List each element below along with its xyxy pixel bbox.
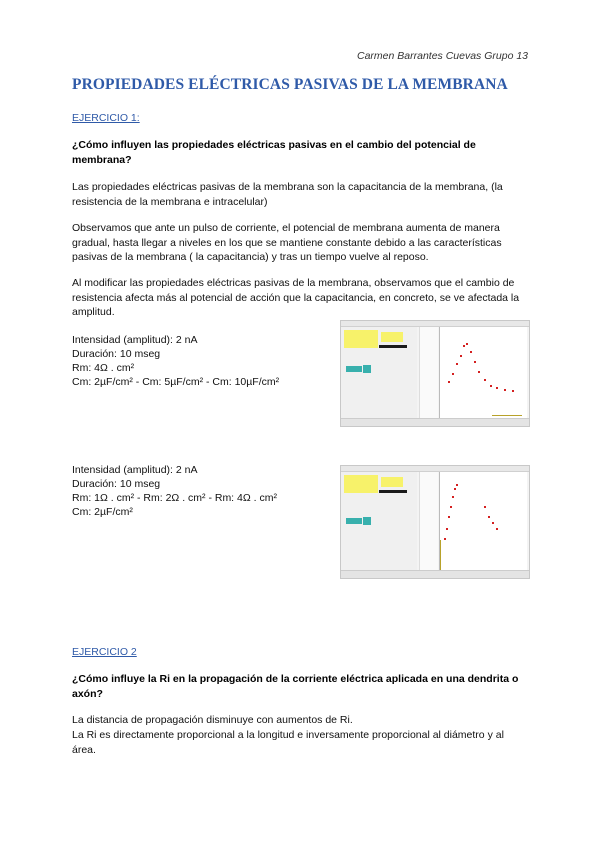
exercise-1-paragraph-1: Las propiedades eléctricas pasivas de la membrana son la capacitancia de la membrana, (la resistencia de la membrana e intracelular) <box>72 181 503 208</box>
param-intensity: Intensidad (amplitud): 2 nA <box>72 334 198 346</box>
param-duration: Duración: 10 mseg <box>72 478 161 490</box>
exercise-2-heading: EJERCICIO 2 <box>72 646 137 658</box>
exercise-1-paragraph-2: Observamos que ante un pulso de corriente, el potencial de membrana aumenta de manera gradual, hasta llegar a niveles en los que se mantiene constante debido a las características pasivas de la membrana ( la capacitancia) y tras un tiempo vuelve al reposo. <box>72 222 502 263</box>
parameters-set-1 <box>72 333 279 389</box>
yellow-panel <box>381 477 403 487</box>
voltage-plot <box>439 472 527 570</box>
param-duration: Duración: 10 mseg <box>72 348 161 360</box>
exercise-1-question: ¿Cómo influyen las propiedades eléctricas pasivas en el cambio del potencial de membrana? <box>72 139 476 166</box>
exercise-1-heading: EJERCICIO 1: <box>72 112 140 124</box>
param-rm: Rm: 4Ω . cm² <box>72 362 135 374</box>
middle-panel <box>419 327 438 418</box>
voltage-plot <box>439 327 527 418</box>
parameters-set-2 <box>72 463 277 519</box>
yellow-panel <box>344 330 378 348</box>
document-title: PROPIEDADES ELÉCTRICAS PASIVAS DE LA MEMBRANA <box>72 76 508 93</box>
status-bar <box>341 418 529 426</box>
exercise-1-paragraph-3: Al modificar las propiedades eléctricas pasivas de la membrana, observamos que el cambio de resistencia afecta más al potencial de acción que la capacitancia, en concreto, se ve afectada la amplitud. <box>72 277 520 318</box>
middle-panel <box>419 472 438 570</box>
teal-panel <box>346 366 362 372</box>
simulation-screenshot-1 <box>340 320 530 427</box>
teal-panel <box>363 517 371 525</box>
black-bar <box>379 490 407 493</box>
status-bar <box>341 570 529 578</box>
teal-panel <box>363 365 371 373</box>
yellow-panel <box>381 332 403 342</box>
param-cm: Cm: 2µF/cm² - Cm: 5µF/cm² - Cm: 10µF/cm² <box>72 376 280 388</box>
black-bar <box>379 345 407 348</box>
simulation-screenshot-2 <box>340 465 530 579</box>
exercise-2-paragraph-1: La distancia de propagación disminuye con aumentos de Ri. <box>72 714 353 726</box>
yellow-panel <box>344 475 378 493</box>
exercise-2-paragraph-2: La Ri es directamente proporcional a la longitud e inversamente proporcional al diámetro y al área. <box>72 729 504 756</box>
author-header: Carmen Barrantes Cuevas Grupo 13 <box>357 50 528 62</box>
exercise-2-question: ¿Cómo influye la Ri en la propagación de la corriente eléctrica aplicada en una dendrita o axón? <box>72 673 519 700</box>
param-rm: Rm: 1Ω . cm² - Rm: 2Ω . cm² - Rm: 4Ω . cm² <box>72 492 277 504</box>
teal-panel <box>346 518 362 524</box>
param-intensity: Intensidad (amplitud): 2 nA <box>72 464 198 476</box>
param-cm: Cm: 2µF/cm² <box>72 506 133 518</box>
